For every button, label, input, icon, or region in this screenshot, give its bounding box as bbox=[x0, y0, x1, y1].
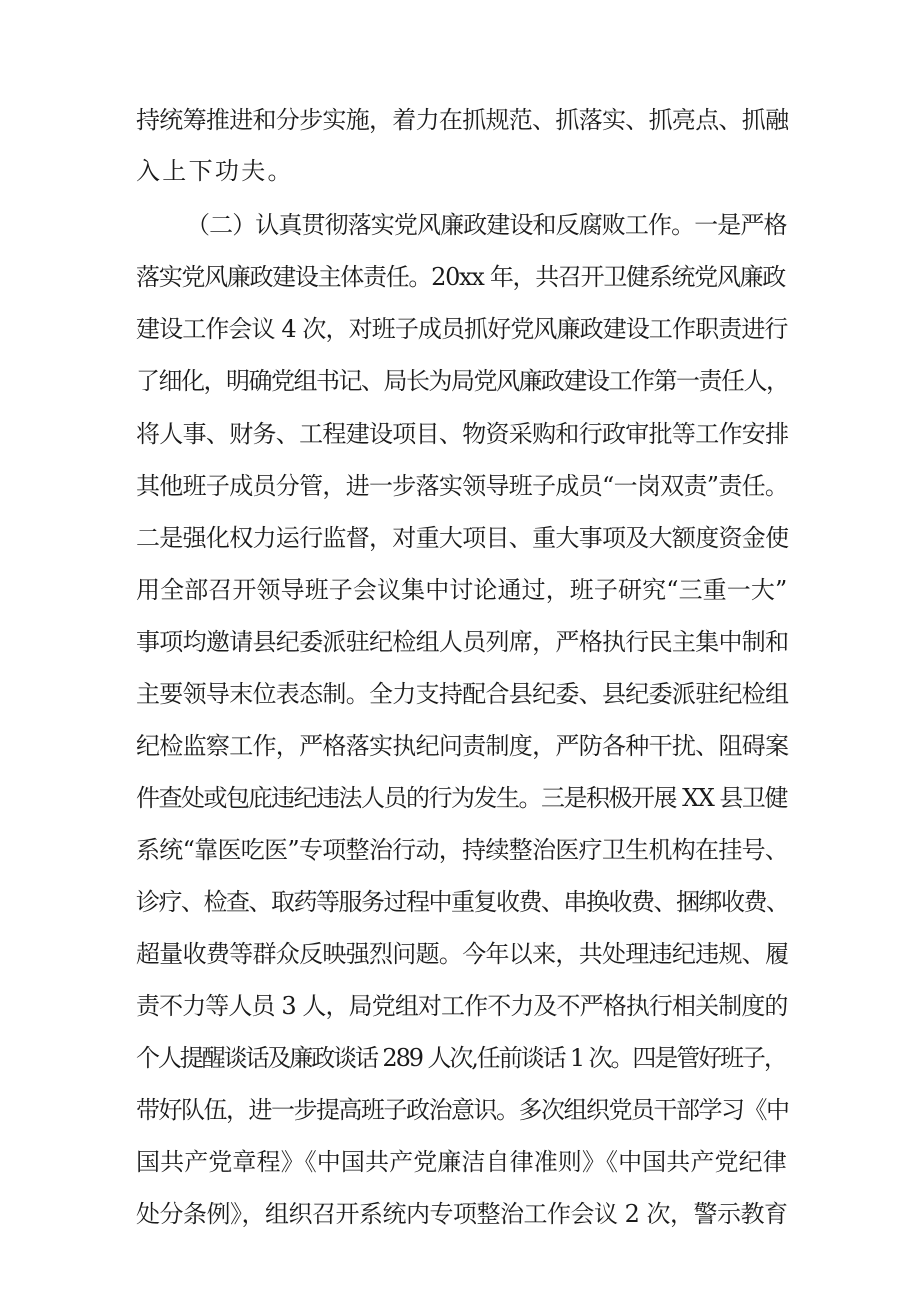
text-line: 了细化，明确党组书记、局长为局党风廉政建设工作第一责任人， bbox=[136, 367, 789, 395]
text-line: 个人提醒谈话及廉政谈话 289 人次,任前谈话 1 次。四是管好班子， bbox=[136, 1044, 786, 1072]
text-line: 二是强化权力运行监督，对重大项目、重大事项及大额度资金使 bbox=[136, 524, 789, 552]
text-line: 超量收费等群众反映强烈问题。今年以来，共处理违纪违规、履 bbox=[136, 940, 789, 968]
text-line: 建设工作会议 4 次，对班子成员抓好党风廉政建设工作职责进行 bbox=[136, 315, 788, 343]
section-heading-line: （二）认真贯彻落实党风廉政建设和反腐败工作。一是严格 bbox=[186, 211, 787, 239]
text-line: 落实党风廉政建设主体责任。20xx 年，共召开卫健系统党风廉政 bbox=[136, 263, 785, 291]
text-line: 事项均邀请县纪委派驻纪检组人员列席，严格执行民主集中制和 bbox=[136, 628, 789, 656]
text-line: 其他班子成员分管，进一步落实领导班子成员“一岗双责”责任。 bbox=[136, 472, 789, 500]
text-line: 件查处或包庇违纪违法人员的行为发生。三是积极开展 XX 县卫健 bbox=[136, 784, 787, 812]
text-line: 持统筹推进和分步实施，着力在抓规范、抓落实、抓亮点、抓融 bbox=[136, 106, 789, 134]
text-line: 处分条例》，组织召开系统内专项整治工作会议 2 次，警示教育 bbox=[136, 1200, 788, 1228]
text-line: 带好队伍，进一步提高班子政治意识。多次组织党员干部学习《中 bbox=[136, 1096, 789, 1124]
text-line: 将人事、财务、工程建设项目、物资采购和行政审批等工作安排 bbox=[136, 420, 789, 448]
text-line: 诊疗、检查、取药等服务过程中重复收费、串换收费、捆绑收费、 bbox=[136, 888, 789, 916]
text-line: 系统“靠医吃医”专项整治行动，持续整治医疗卫生机构在挂号、 bbox=[136, 836, 789, 864]
text-line: 入上下功夫。 bbox=[136, 157, 294, 185]
text-line: 主要领导末位表态制。全力支持配合县纪委、县纪委派驻纪检组 bbox=[136, 680, 789, 708]
text-line: 纪检监察工作，严格落实执纪问责制度，严防各种干扰、阻碍案 bbox=[136, 732, 789, 760]
text-line: 用全部召开领导班子会议集中讨论通过，班子研究“三重一大” bbox=[136, 576, 788, 604]
text-line: 国共产党章程》《中国共产党廉洁自律准则》《中国共产党纪律 bbox=[136, 1148, 787, 1176]
text-line: 责不力等人员 3 人，局党组对工作不力及不严格执行相关制度的 bbox=[136, 992, 788, 1020]
